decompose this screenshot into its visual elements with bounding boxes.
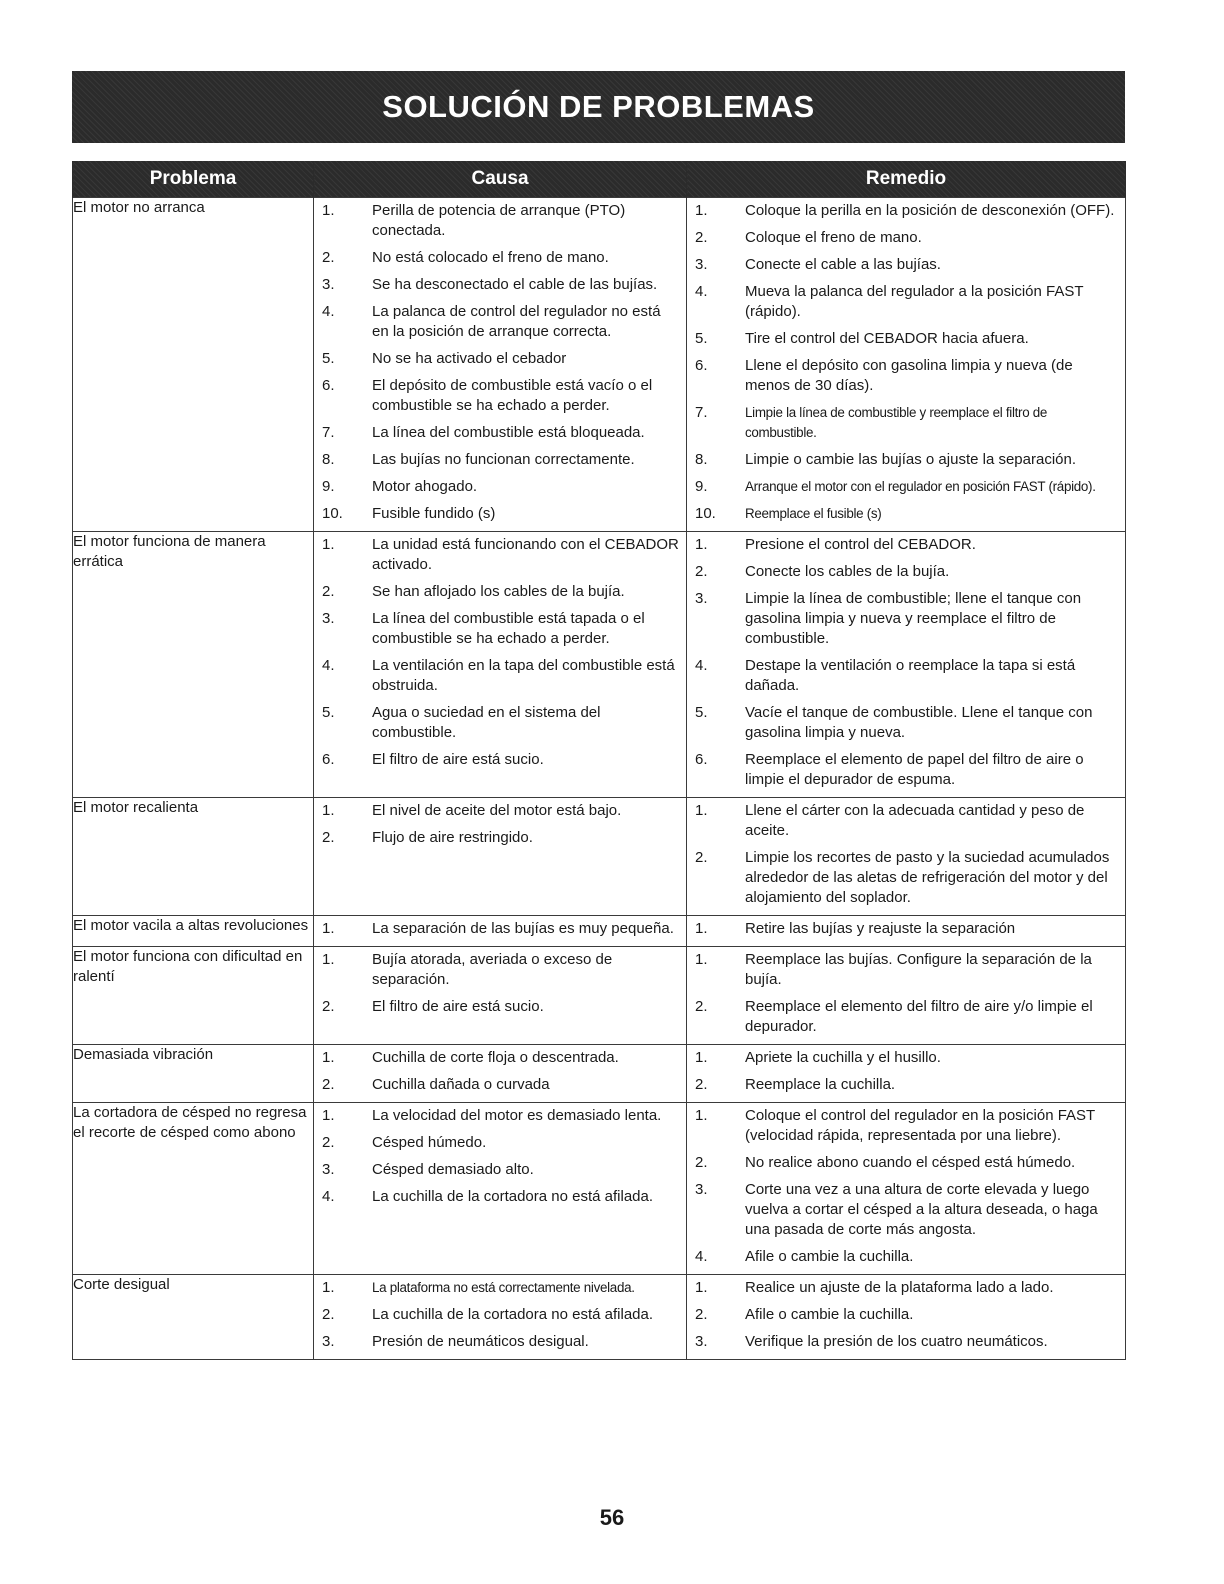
item-text: Coloque el control del regulador en la posición FAST (velocidad rápida, representada por una liebre). (745, 1107, 1095, 1144)
cause-item (314, 1332, 686, 1352)
item-number: 1. (695, 202, 708, 219)
problem-cell: El motor recalienta (73, 798, 314, 916)
item-number: 6. (322, 377, 335, 394)
problem-cell: El motor funciona con dificultad en ralentí (73, 947, 314, 1045)
item-text: Vacíe el tanque de combustible. Llene el tanque con gasolina limpia y nueva. (745, 704, 1093, 741)
remedy-item (687, 535, 1125, 555)
remedy-item (687, 1278, 1125, 1298)
item-text: Cuchilla dañada o curvada (372, 1076, 550, 1093)
item-number: 3. (695, 590, 708, 607)
cause-item (314, 349, 686, 369)
remedy-item (687, 450, 1125, 470)
cause-item (314, 997, 686, 1017)
item-text: Limpie la línea de combustible y reemplace el filtro de combustible. (745, 405, 1048, 440)
item-text: No está colocado el freno de mano. (372, 249, 609, 266)
item-number: 3. (695, 256, 708, 273)
item-text: La línea del combustible está tapada o el combustible se ha echado a perder. (372, 610, 645, 647)
cause-item (314, 201, 686, 241)
item-number: 1. (322, 802, 335, 819)
item-number: 1. (695, 1279, 708, 1296)
item-text: El nivel de aceite del motor está bajo. (372, 802, 622, 819)
item-text: Limpie la línea de combustible; llene el tanque con gasolina limpia y nueva y reemplace el filtro de combustible. (745, 590, 1082, 647)
remedy-item (687, 997, 1125, 1037)
item-number: 3. (322, 1161, 335, 1178)
item-number: 5. (695, 330, 708, 347)
cause-item (314, 376, 686, 416)
item-text: La velocidad del motor es demasiado lenta. (372, 1107, 662, 1124)
cause-cell (314, 1275, 687, 1360)
cause-item (314, 423, 686, 443)
cause-item (314, 535, 686, 575)
item-number: 8. (695, 451, 708, 468)
item-number: 3. (322, 1333, 335, 1350)
item-text: Reemplace la cuchilla. (745, 1076, 896, 1093)
item-number: 7. (695, 404, 708, 421)
item-number: 4. (695, 1248, 708, 1265)
item-text: Realice un ajuste de la plataforma lado a lado. (745, 1279, 1054, 1296)
remedy-cell (687, 916, 1126, 947)
page-title: SOLUCIÓN DE PROBLEMAS (382, 89, 815, 124)
item-text: Presión de neumáticos desigual. (372, 1333, 589, 1350)
item-text: Retire las bujías y reajuste la separación (745, 920, 1016, 937)
remedy-item (687, 750, 1125, 790)
item-number: 2. (322, 1306, 335, 1323)
remedy-item (687, 950, 1125, 990)
remedy-item (687, 1332, 1125, 1352)
item-number: 3. (695, 1181, 708, 1198)
item-text: Reemplace el elemento de papel del filtro de aire o limpie el depurador de espuma. (745, 751, 1084, 788)
item-text: Coloque el freno de mano. (745, 229, 922, 246)
cause-item (314, 582, 686, 602)
item-text: La plataforma no está correctamente nivelada. (372, 1280, 635, 1295)
item-text: Motor ahogado. (372, 478, 478, 495)
cause-item (314, 1133, 686, 1153)
problem-cell: Corte desigual (73, 1275, 314, 1360)
troubleshooting-table (72, 161, 1126, 1360)
item-text: Verifique la presión de los cuatro neumáticos. (745, 1333, 1048, 1350)
remedy-item (687, 589, 1125, 649)
item-text: Conecte los cables de la bujía. (745, 563, 950, 580)
item-text: Tire el control del CEBADOR hacia afuera. (745, 330, 1029, 347)
item-text: La cuchilla de la cortadora no está afilada. (372, 1188, 654, 1205)
item-number: 6. (322, 751, 335, 768)
item-number: 4. (322, 657, 335, 674)
table-body (73, 198, 1126, 1360)
remedy-item (687, 656, 1125, 696)
item-text: Fusible fundido (s) (372, 505, 496, 522)
page-number: 56 (599, 1505, 625, 1530)
item-number: 2. (695, 1154, 708, 1171)
item-number: 2. (322, 1076, 335, 1093)
remedy-item (687, 1305, 1125, 1325)
cause-item (314, 703, 686, 743)
cause-item (314, 750, 686, 770)
problem-cell: El motor funciona de manera errática (73, 532, 314, 798)
remedy-cell (687, 1103, 1126, 1275)
item-number: 1. (695, 920, 708, 937)
cause-cell (314, 1045, 687, 1103)
item-text: La línea del combustible está bloqueada. (372, 424, 645, 441)
header-problema: Problema (73, 161, 314, 198)
item-text: La cuchilla de la cortadora no está afilada. (372, 1306, 654, 1323)
item-number: 5. (695, 704, 708, 721)
remedy-item (687, 504, 1125, 524)
item-text: Limpie los recortes de pasto y la suciedad acumulados alrededor de las aletas de refrigeración del motor y del alojamiento del soplador. (745, 849, 1110, 906)
remedy-cell (687, 947, 1126, 1045)
remedy-cell (687, 198, 1126, 532)
remedy-cell (687, 1045, 1126, 1103)
cause-item (314, 1278, 686, 1298)
cause-item (314, 1048, 686, 1068)
item-number: 9. (695, 478, 708, 495)
cause-item (314, 950, 686, 990)
remedy-item (687, 1048, 1125, 1068)
cause-item (314, 1187, 686, 1207)
remedy-item (687, 329, 1125, 349)
cause-item (314, 248, 686, 268)
remedy-item (687, 201, 1125, 221)
item-number: 10. (695, 505, 716, 522)
item-text: Coloque la perilla en la posición de desconexión (OFF). (745, 202, 1115, 219)
table-row (73, 532, 1126, 798)
item-text: Las bujías no funcionan correctamente. (372, 451, 635, 468)
item-text: No realice abono cuando el césped está húmedo. (745, 1154, 1076, 1171)
remedy-item (687, 1106, 1125, 1146)
item-number: 1. (322, 951, 335, 968)
table-row (73, 1045, 1126, 1103)
problem-cell: El motor no arranca (73, 198, 314, 532)
item-text: La palanca de control del regulador no está en la posición de arranque correcta. (372, 303, 661, 340)
header-remedio: Remedio (687, 161, 1126, 198)
remedy-cell (687, 798, 1126, 916)
item-number: 1. (322, 920, 335, 937)
item-number: 1. (322, 536, 335, 553)
item-number: 2. (695, 1076, 708, 1093)
table-row (73, 798, 1126, 916)
table-row (73, 916, 1126, 947)
item-text: Conecte el cable a las bujías. (745, 256, 941, 273)
table-row (73, 198, 1126, 532)
item-text: Llene el cárter con la adecuada cantidad y peso de aceite. (745, 802, 1085, 839)
item-number: 6. (695, 751, 708, 768)
item-number: 2. (695, 998, 708, 1015)
item-text: El depósito de combustible está vacío o el combustible se ha echado a perder. (372, 377, 653, 414)
item-number: 5. (322, 350, 335, 367)
table-row (73, 947, 1126, 1045)
cause-item (314, 477, 686, 497)
item-text: Césped demasiado alto. (372, 1161, 534, 1178)
item-text: Se han aflojado los cables de la bujía. (372, 583, 625, 600)
item-text: Césped húmedo. (372, 1134, 487, 1151)
item-number: 2. (695, 563, 708, 580)
item-number: 2. (322, 583, 335, 600)
remedy-item (687, 562, 1125, 582)
item-number: 1. (322, 202, 335, 219)
item-number: 1. (695, 1049, 708, 1066)
table-row (73, 1275, 1126, 1360)
item-number: 6. (695, 357, 708, 374)
remedy-item (687, 801, 1125, 841)
remedy-item (687, 848, 1125, 908)
remedy-cell (687, 532, 1126, 798)
item-number: 1. (322, 1049, 335, 1066)
cause-item (314, 609, 686, 649)
cause-item (314, 828, 686, 848)
item-number: 2. (322, 249, 335, 266)
title-banner (72, 71, 1125, 143)
item-text: Llene el depósito con gasolina limpia y nueva (de menos de 30 días). (745, 357, 1073, 394)
remedy-item (687, 1075, 1125, 1095)
remedy-item (687, 228, 1125, 248)
remedy-cell (687, 1275, 1126, 1360)
item-number: 2. (322, 829, 335, 846)
remedy-item (687, 703, 1125, 743)
item-number: 2. (695, 229, 708, 246)
item-text: Perilla de potencia de arranque (PTO) conectada. (372, 202, 626, 239)
header-row (73, 161, 1126, 198)
item-text: Reemplace el elemento del filtro de aire y/o limpie el depurador. (745, 998, 1093, 1035)
item-number: 9. (322, 478, 335, 495)
item-number: 2. (695, 1306, 708, 1323)
cause-cell (314, 947, 687, 1045)
item-number: 7. (322, 424, 335, 441)
item-number: 3. (322, 610, 335, 627)
cause-item (314, 275, 686, 295)
cause-item (314, 1075, 686, 1095)
remedy-item (687, 1180, 1125, 1240)
item-text: Se ha desconectado el cable de las bujías. (372, 276, 658, 293)
cause-cell (314, 798, 687, 916)
item-number: 4. (695, 657, 708, 674)
remedy-item (687, 255, 1125, 275)
remedy-item (687, 919, 1125, 939)
item-number: 8. (322, 451, 335, 468)
cause-item (314, 1106, 686, 1126)
item-text: Corte una vez a una altura de corte elevada y luego vuelva a cortar el césped a la altura deseada, o haga una pasada de corte más angosta. (745, 1181, 1098, 1238)
item-number: 10. (322, 505, 343, 522)
item-text: Arranque el motor con el regulador en posición FAST (rápido). (745, 479, 1096, 494)
item-number: 2. (322, 1134, 335, 1151)
item-number: 1. (695, 802, 708, 819)
item-number: 1. (695, 1107, 708, 1124)
item-text: Flujo de aire restringido. (372, 829, 533, 846)
cause-item (314, 1160, 686, 1180)
cause-item (314, 504, 686, 524)
cause-item (314, 656, 686, 696)
item-number: 4. (695, 283, 708, 300)
remedy-item (687, 403, 1125, 443)
cause-item (314, 450, 686, 470)
remedy-item (687, 356, 1125, 396)
table-row (73, 1103, 1126, 1275)
item-text: Agua o suciedad en el sistema del combustible. (372, 704, 601, 741)
item-text: Destape la ventilación o reemplace la tapa si está dañada. (745, 657, 1076, 694)
item-number: 3. (322, 276, 335, 293)
cause-item (314, 302, 686, 342)
item-text: No se ha activado el cebador (372, 350, 567, 367)
remedy-item (687, 282, 1125, 322)
cause-item (314, 1305, 686, 1325)
item-text: Apriete la cuchilla y el husillo. (745, 1049, 941, 1066)
problem-cell: La cortadora de césped no regresa el recorte de césped como abono (73, 1103, 314, 1275)
cause-cell (314, 532, 687, 798)
item-number: 4. (322, 1188, 335, 1205)
cause-cell (314, 1103, 687, 1275)
item-number: 1. (322, 1107, 335, 1124)
item-text: La separación de las bujías es muy pequeña. (372, 920, 674, 937)
item-text: La ventilación en la tapa del combustible está obstruida. (372, 657, 675, 694)
problem-cell: El motor vacila a altas revoluciones (73, 916, 314, 947)
remedy-item (687, 1247, 1125, 1267)
item-number: 4. (322, 303, 335, 320)
item-number: 5. (322, 704, 335, 721)
item-number: 2. (695, 849, 708, 866)
remedy-item (687, 477, 1125, 497)
item-text: Bujía atorada, averiada o exceso de separación. (372, 951, 613, 988)
item-text: El filtro de aire está sucio. (372, 998, 544, 1015)
item-number: 3. (695, 1333, 708, 1350)
item-text: Limpie o cambie las bujías o ajuste la separación. (745, 451, 1077, 468)
item-text: Cuchilla de corte floja o descentrada. (372, 1049, 619, 1066)
header-causa: Causa (314, 161, 687, 198)
item-text: Presione el control del CEBADOR. (745, 536, 976, 553)
item-number: 1. (322, 1279, 335, 1296)
item-text: Afile o cambie la cuchilla. (745, 1248, 914, 1265)
remedy-item (687, 1153, 1125, 1173)
item-text: La unidad está funcionando con el CEBADOR activado. (372, 536, 679, 573)
cause-item (314, 801, 686, 821)
cause-item (314, 919, 686, 939)
item-text: El filtro de aire está sucio. (372, 751, 544, 768)
item-text: Afile o cambie la cuchilla. (745, 1306, 914, 1323)
item-text: Reemplace el fusible (s) (745, 506, 882, 521)
item-number: 2. (322, 998, 335, 1015)
item-number: 1. (695, 536, 708, 553)
item-number: 1. (695, 951, 708, 968)
cause-cell (314, 916, 687, 947)
item-text: Mueva la palanca del regulador a la posición FAST (rápido). (745, 283, 1084, 320)
item-text: Reemplace las bujías. Configure la separación de la bujía. (745, 951, 1092, 988)
problem-cell: Demasiada vibración (73, 1045, 314, 1103)
cause-cell (314, 198, 687, 532)
